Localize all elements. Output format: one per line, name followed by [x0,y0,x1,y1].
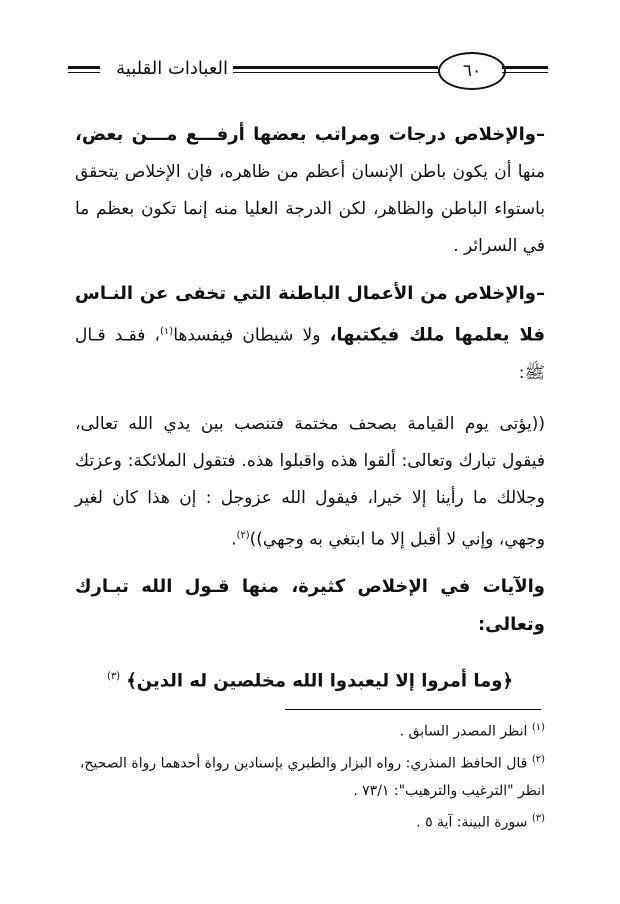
closing-paragraph [75,568,545,644]
footnote-number: (١) [531,722,545,733]
footnote-text: سورة البينة: آية ٥ . [416,814,532,831]
closing-text: والآيات في الإخلاص كثيرة، منها قـول الله تبـارك وتعالى: [75,576,545,636]
quote-tail: . [231,529,237,550]
header-rule-right-thin [502,72,548,73]
quote-text: ((يؤتى يوم القيامة بصحف مختمة فتنصب بين يدي الله تعالى، فيقول تبارك وتعالى: ألقوا هذه واقبلوا هذه. فتقول الملائكة: وعزتك وجلالك ما رأينا إلا خيرا، فيقول الله عزوجل : إن هذا كان لغير وجهي، وإني لا أقبل إلا ما ابتغي به وجهي)) [75,413,545,550]
paragraph-heading: –والإخلاص من الأعمال الباطنة التي تخفى عن النـاس فلا يعلمها ملك فيكتبها، [75,283,545,346]
header-rule-left [68,66,100,69]
footnote [75,805,545,837]
paragraph-heading: –والإخلاص درجات ومراتب بعضها أرفـــع مـــن بعض، [75,124,545,145]
quran-verse [75,658,545,699]
paragraph-text: ولا شيطان فيفسدها [173,325,330,346]
hadith-quote [75,406,545,559]
paragraph [75,275,545,392]
footnote-text: قال الحافظ المنذري: رواه البزار والطبري بإسنادين رواة أحدهما رواة الصحيح، انظر "الترغيب والترهيب": ٧٣/١ . [79,755,545,800]
paragraph-text: منها أن يكون باطن الإنسان أعظم من ظاهره، فإن الإخلاص يتحقق باستواء الباطن والظاهر، لكن الدرجة العليا منه إنما تكون بعظم ما في السرائر . [75,162,545,256]
header-rule-left-thin [68,72,100,73]
footnote-number: (٣) [531,813,545,825]
page-body [75,116,545,710]
header-rule-middle-thin [233,72,438,73]
footnote-ref: (١) [160,326,174,337]
footnotes [75,714,545,837]
page-header [68,52,548,92]
header-rule-right [502,66,548,69]
paragraph-tail: ، فقـد قـال ﷺ: [75,325,545,383]
footnote [75,714,545,746]
paragraph [75,116,545,265]
ayah-text: ﴿وما أمروا إلا ليعبدوا الله مخلصين له الدين﴾ [126,670,513,692]
footnote-ref: (٣) [107,671,121,683]
footnote-ref: (٢) [236,529,250,541]
header-rule-middle [233,66,438,69]
footnote-divider [285,709,541,710]
page-number [438,52,506,90]
page-number-text: ٦٠ [462,61,482,81]
header-title: العبادات القلبية [116,58,228,79]
footnote-number: (٢) [531,753,545,765]
footnote [75,746,545,806]
footnote-text: انظر المصدر السابق . [399,723,532,740]
